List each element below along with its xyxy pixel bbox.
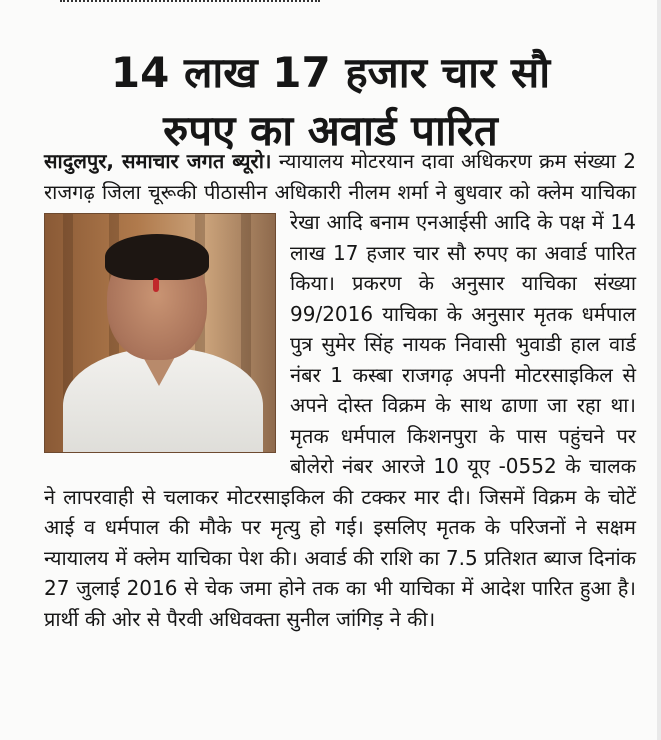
headline: [0, 44, 661, 160]
photo-hair: [105, 234, 209, 280]
article-text-continued: को क्लेम याचिका रेखा आदि बनाम एनआईसी आदि के पक्ष में 14 लाख 17 हजार चार सौ रुपए का अवार्ड पारित किया। प्रकरण के अनुसार याचिका संख्या 99/2016 याचिका के अनुसार मृतक धर्मपाल पुत्र सुमेर सिंह नायक निवासी भुवाडी हाल वार्ड नंबर 1 कस्बा राजगढ़ अपनी मोटरसाइकिल से अपने दोस्त विक्रम के साथ ढाणा जा रहा था। मृतक धर्मपाल किशनपुरा के पास पहुंचने पर बोलेरो नंबर आरजे 10 यूए -0552 के चालक ने लापरवाही से चलाकर मोटरसाइकिल की टक्कर मार दी। जिसमें विक्रम के चोटें आई व धर्मपाल की मौके पर मृत्यु हो गई। इसलिए मृतक के परिजनों ने सक्षम न्यायालय में क्लेम याचिका पेश की। अवार्ड की राशि का 7.5 प्रतिशत ब्याज दिनांक 27 जुलाई 2016 से चेक जमा होने तक का भी याचिका में आदेश पारित हुआ है। प्रार्थी की ओर से पैरवी अधिवक्ता सुनील जांगिड़ ने की।: [44, 179, 637, 631]
headline-line-2: रुपए का अवार्ड पारित: [163, 106, 498, 156]
photo-tilak: [153, 278, 159, 292]
article-text-start: न्यायालय मोटरयान दावा अधिकरण क्रम संख्या 2 राजगढ़ जिला चूरूकी पीठासीन अधिकारी नीलम शर्मा ने बुधवार: [44, 149, 636, 204]
article-body: [44, 146, 636, 634]
article-paragraph: [44, 146, 636, 634]
headline-line-1: 14 लाख 17 हजार चार सौ: [110, 48, 551, 98]
portrait-photo: [44, 213, 276, 453]
clipping-top-edge: [60, 0, 320, 6]
dateline: सादुलपुर, समाचार जगत ब्यूरो।: [44, 149, 272, 173]
